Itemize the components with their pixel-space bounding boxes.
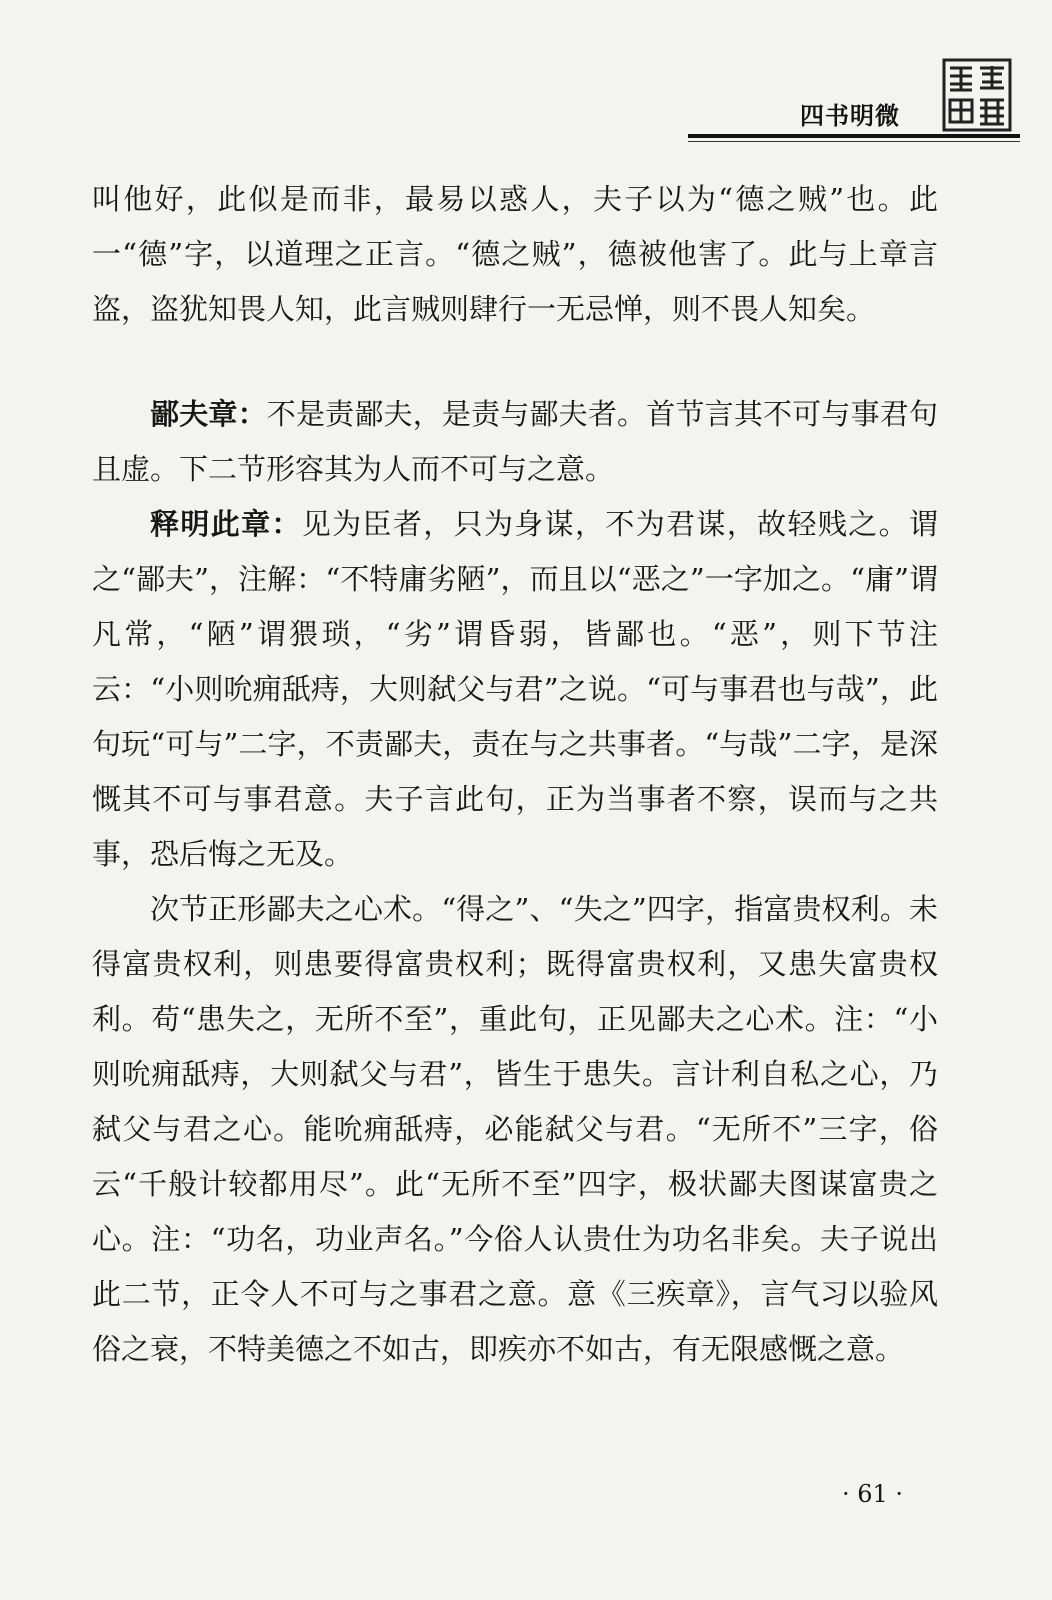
paragraph-2-text: 不是责鄙夫，是责与鄙夫者。首节言其不可与事君句且虚。下二节形容其为人而不可与之意。 [92, 397, 938, 486]
header-rule-thin [688, 141, 1020, 142]
paragraph-3 [92, 497, 938, 882]
paragraph-3-lead: 释明此章： [150, 507, 302, 541]
paragraph-2-lead: 鄙夫章： [150, 397, 267, 431]
running-header-title: 四书明微 [800, 102, 900, 130]
seal-stamp-icon [942, 58, 1012, 132]
header-rule-thick [688, 134, 1020, 138]
body-text [92, 172, 938, 1377]
paragraph-3-text: 见为臣者，只为身谋，不为君谋，故轻贱之。谓之“鄙夫”，注解：“不特庸劣陋”，而且以“恶之”一字加之。“庸”谓凡常，“陋”谓猥琐，“劣”谓昏弱，皆鄙也。“恶”，则下节注云：“小则吮痈舐痔，大则弑父与君”之说。“可与事君也与哉”，此句玩“可与”二字，不责鄙夫，责在与之共事者。“与哉”二字，是深慨其不可与事君意。夫子言此句，正为当事者不察，误而与之共事，恐后悔之无及。 [92, 507, 938, 871]
section-gap [92, 337, 938, 387]
paragraph-2 [92, 387, 938, 497]
paragraph-1: 叫他好，此似是而非，最易以惑人，夫子以为“德之贼”也。此一“德”字，以道理之正言。“德之贼”，德被他害了。此与上章言盗，盗犹知畏人知，此言贼则肆行一无忌惮，则不畏人知矣。 [92, 182, 938, 326]
paragraph-4: 次节正形鄙夫之心术。“得之”、“失之”四字，指富贵权利。未得富贵权利，则患要得富贵权利；既得富贵权利，又患失富贵权利。苟“患失之，无所不至”，重此句，正见鄙夫之心术。注：“小则吮痈舐痔，大则弑父与君”，皆生于患失。言计利自私之心，乃弑父与君之心。能吮痈舐痔，必能弑父与君。“无所不”三字，俗云“千般计较都用尽”。此“无所不至”四字，极状鄙夫图谋富贵之心。注：“功名，功业声名。”今俗人认贵仕为功名非矣。夫子说出此二节，正令人不可与之事君之意。意《三疾章》，言气习以验风俗之衰，不特美德之不如古，即疾亦不如古，有无限感慨之意。 [92, 892, 938, 1366]
page-number: · 61 · [842, 1480, 904, 1508]
